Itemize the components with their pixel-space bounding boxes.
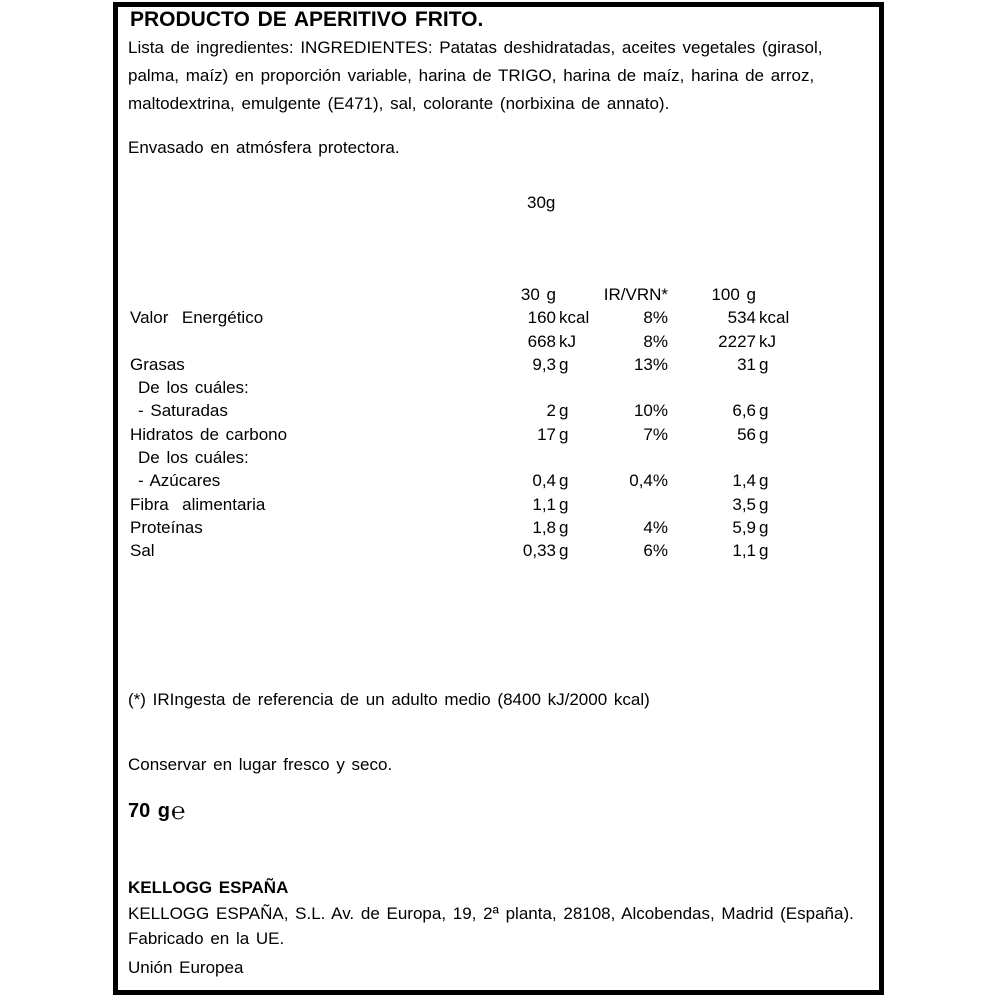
value-ir: 13% (633, 354, 668, 374)
value-100g: 1,1 (732, 541, 756, 561)
manufacturer-region: Unión Europea (128, 958, 244, 977)
manufacturer-block (128, 875, 868, 980)
value-30g: 17 (537, 424, 556, 444)
nutrition-table (130, 283, 816, 563)
value-30g: 1,1 (532, 494, 556, 514)
manufacturer-address: KELLOGG ESPAÑA, S.L. Av. de Europa, 19, 2ª planta, 28108, Alcobendas, Madrid (España). Fabricado en la UE. (128, 904, 854, 948)
unit-30g: g (559, 471, 569, 491)
unit-100g: kcal (759, 308, 790, 328)
value-100g: 534 (727, 308, 756, 328)
nutrient-label: - Azúcares (138, 471, 221, 491)
manufacturer-name: KELLOGG ESPAÑA (128, 878, 289, 897)
nutrient-label: Grasas (130, 354, 185, 374)
nutrient-label: Hidratos de carbono (130, 424, 288, 444)
value-30g: 0,4 (532, 471, 556, 491)
net-weight (128, 798, 185, 826)
unit-30g: g (559, 517, 569, 537)
value-100g: 5,9 (732, 517, 756, 537)
column-header-100g: 100 g (711, 285, 756, 304)
unit-30g: g (559, 354, 569, 374)
estimated-sign-icon: ℮ (171, 798, 186, 825)
unit-30g: g (559, 494, 569, 514)
storage-note: Conservar en lugar fresco y seco. (128, 755, 393, 774)
value-ir: 6% (643, 541, 668, 561)
unit-100g: g (759, 401, 769, 421)
product-label-frame (113, 2, 884, 995)
value-100g: 31 (737, 354, 756, 374)
value-30g: 9,3 (532, 354, 556, 374)
nutrient-label: Valor Energético (130, 308, 264, 328)
unit-100g: kJ (759, 331, 776, 351)
product-title: PRODUCTO DE APERITIVO FRITO. (130, 8, 484, 31)
value-30g: 160 (527, 308, 556, 328)
nutrient-label: Sal (130, 541, 155, 561)
column-header-30g: 30 g (520, 285, 556, 304)
unit-100g: g (759, 494, 769, 514)
unit-30g: g (559, 424, 569, 444)
value-ir: 7% (643, 424, 668, 444)
value-30g: 2 (546, 401, 556, 421)
value-100g: 2227 (718, 331, 756, 351)
unit-100g: g (759, 424, 769, 444)
value-ir: 0,4% (629, 471, 668, 491)
unit-30g: kcal (559, 308, 590, 328)
nutrient-label: Proteínas (130, 517, 203, 537)
unit-100g: g (759, 354, 769, 374)
unit-100g: g (759, 471, 769, 491)
net-weight-value: 70 g (128, 800, 171, 822)
reference-intake-footnote: (*) IRIngesta de referencia de un adulto medio (8400 kJ/2000 kcal) (128, 690, 650, 709)
nutrient-sublabel: De los cuáles: (138, 448, 249, 468)
value-ir: 10% (633, 401, 668, 421)
value-100g: 6,6 (732, 401, 756, 421)
value-100g: 1,4 (732, 471, 756, 491)
packaging-note: Envasado en atmósfera protectora. (128, 138, 400, 157)
unit-30g: kJ (559, 331, 576, 351)
value-ir: 8% (643, 308, 668, 328)
value-100g: 56 (737, 424, 756, 444)
serving-size: 30g (527, 193, 556, 212)
ingredients-text: Lista de ingredientes: INGREDIENTES: Patatas deshidratadas, aceites vegetales (girasol, palma, maíz) en proporción variable, harina de TRIGO, harina de maíz, harina de arroz, maltodextrina, emulgente (E471), sal, colorante (norbixina de annato). (128, 38, 823, 113)
value-30g: 1,8 (532, 517, 556, 537)
column-header-ir-vrn: IR/VRN* (603, 285, 668, 304)
value-ir: 8% (643, 331, 668, 351)
value-100g: 3,5 (732, 494, 756, 514)
nutrient-label: - Saturadas (138, 401, 228, 421)
unit-100g: g (759, 541, 769, 561)
unit-30g: g (559, 401, 569, 421)
value-30g: 0,33 (522, 541, 556, 561)
unit-30g: g (559, 541, 569, 561)
nutrient-label: Fibra alimentaria (130, 494, 266, 514)
unit-100g: g (759, 517, 769, 537)
value-ir: 4% (643, 517, 668, 537)
nutrient-sublabel: De los cuáles: (138, 378, 249, 398)
value-30g: 668 (527, 331, 556, 351)
